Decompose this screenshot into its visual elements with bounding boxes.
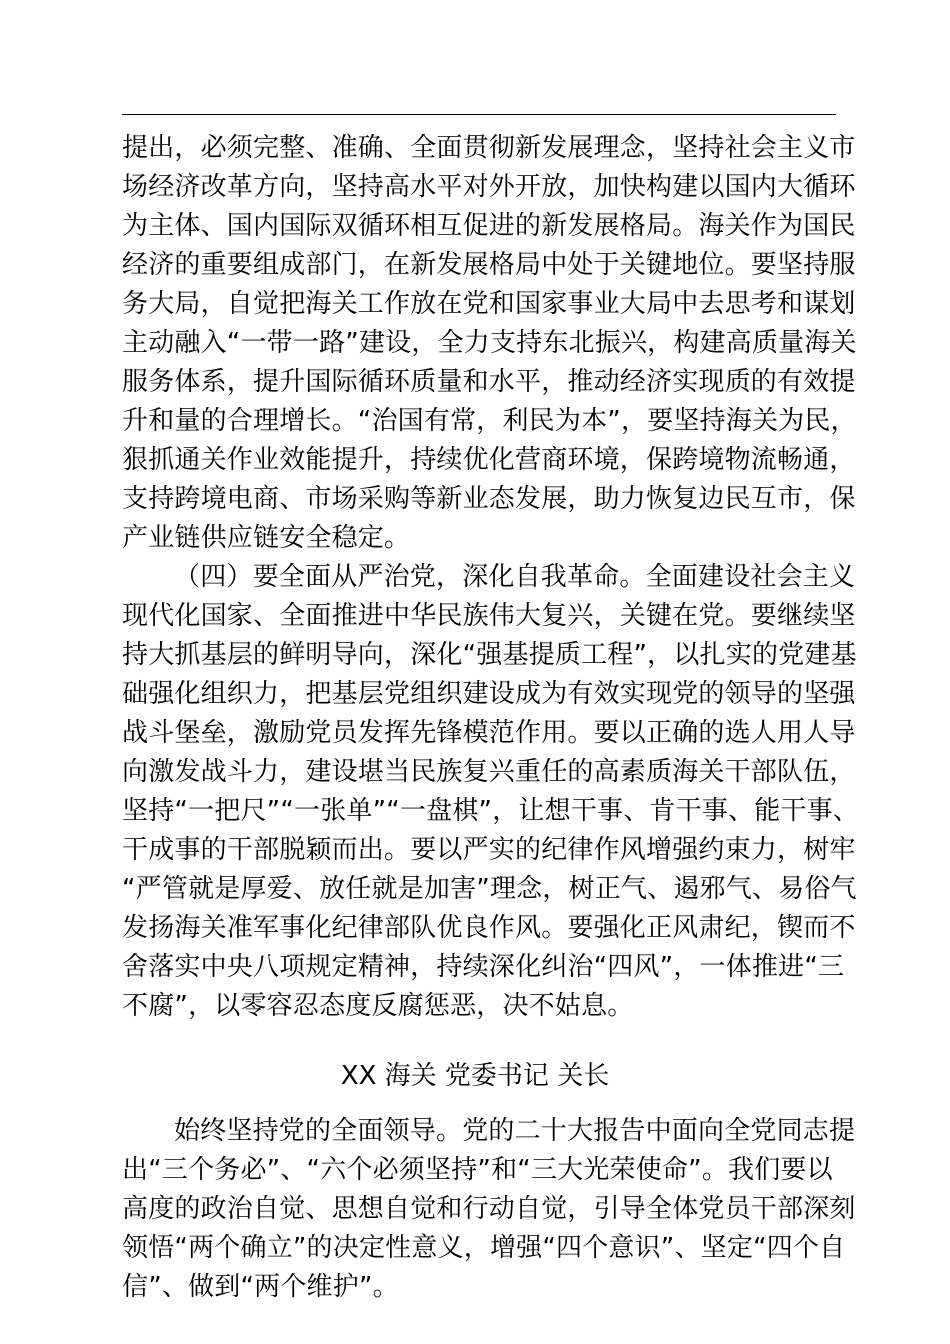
text-line: 升和量的合理增长。“治国有常，利民为本”，要坚持海关为民， xyxy=(122,406,857,436)
text-line: 础强化组织力，把基层党组织建设成为有效实现党的领导的坚强 xyxy=(122,679,856,709)
text-line: 出“三个务必”、“六个必须坚持”和“三大光荣使命”。我们要以 xyxy=(122,1155,833,1185)
text-line: 坚持“一把尺”“一张单”“一盘棋”，让想干事、肯干事、能干事、 xyxy=(122,796,860,826)
text-line: 领悟“两个确立”的决定性意义，增强“四个意识”、坚定“四个自 xyxy=(122,1233,846,1263)
text-line: 为主体、国内国际双循环相互促进的新发展格局。海关作为国民 xyxy=(122,211,856,241)
text-line: 持大抓基层的鲜明导向，深化“强基提质工程”，以扎实的党建基 xyxy=(122,640,857,670)
speaker-heading: XX 海关 党委书记 关长 xyxy=(340,1061,610,1091)
text-line: 产业链供应链安全稳定。 xyxy=(122,523,411,553)
paragraph-first-line: （四）要全面从严治党，深化自我革命。全面建设社会主义 xyxy=(174,562,856,592)
text-line: 发扬海关准军事化纪律部队优良作风。要强化正风肃纪，锲而不 xyxy=(122,913,856,943)
text-line: 战斗堡垒，激励党员发挥先锋模范作用。要以正确的选人用人导 xyxy=(122,718,856,748)
text-line: 现代化国家、全面推进中华民族伟大复兴，关键在党。要继续坚 xyxy=(122,601,856,631)
text-line: 高度的政治自觉、思想自觉和行动自觉，引导全体党员干部深刻 xyxy=(122,1194,856,1224)
text-line: 主动融入“一带一路”建设，全力支持东北振兴，构建高质量海关 xyxy=(122,328,857,358)
paragraph-first-line: 始终坚持党的全面领导。党的二十大报告中面向全党同志提 xyxy=(174,1116,856,1146)
text-line: “严管就是厚爱、放任就是加害”理念，树正气、遏邪气、易俗气 xyxy=(122,874,857,904)
text-line: 不腐”，以零容忍态度反腐惩恶，决不姑息。 xyxy=(122,991,634,1021)
header-rule xyxy=(122,114,836,115)
text-line: 狠抓通关作业效能提升，持续优化营商环境，保跨境物流畅通， xyxy=(122,445,856,475)
text-line: 务大局，自觉把海关工作放在党和国家事业大局中去思考和谋划 xyxy=(122,289,856,319)
text-line: 干成事的干部脱颖而出。要以严实的纪律作风增强约束力，树牢 xyxy=(122,835,856,865)
text-line: 经济的重要组成部门，在新发展格局中处于关键地位。要坚持服 xyxy=(122,250,856,280)
text-line: 向激发战斗力，建设堪当民族复兴重任的高素质海关干部队伍， xyxy=(122,757,856,787)
text-line: 服务体系，提升国际循环质量和水平，推动经济实现质的有效提 xyxy=(122,367,856,397)
text-line: 舍落实中央八项规定精神，持续深化纠治“四风”，一体推进“三 xyxy=(122,952,845,982)
text-line: 场经济改革方向，坚持高水平对外开放，加快构建以国内大循环 xyxy=(122,172,856,202)
text-line: 提出，必须完整、准确、全面贯彻新发展理念，坚持社会主义市 xyxy=(122,133,856,163)
text-line: 信”、做到“两个维护”。 xyxy=(122,1272,399,1302)
text-line: 支持跨境电商、市场采购等新业态发展，助力恢复边民互市，保 xyxy=(122,484,856,514)
